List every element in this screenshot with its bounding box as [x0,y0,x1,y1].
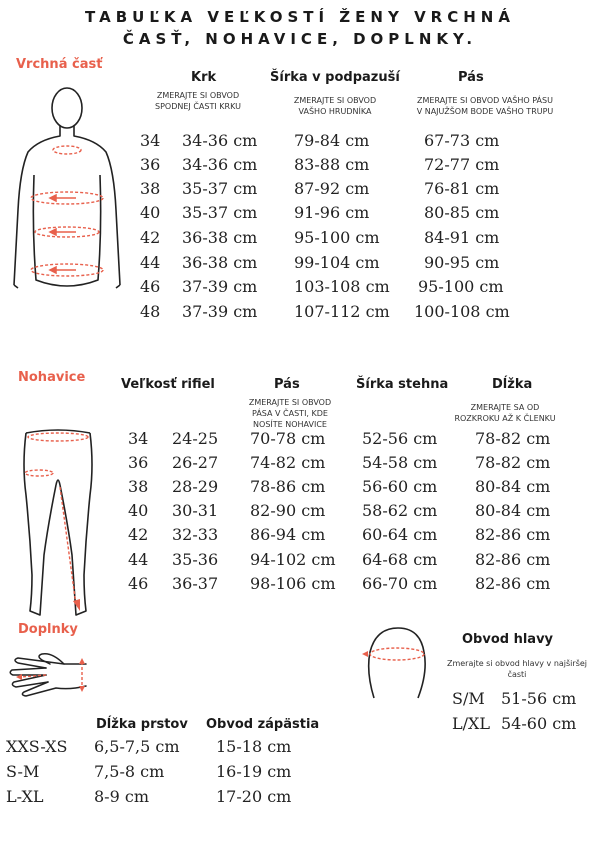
note-head: Zmerajte si obvod hlavy v najširšej časti [446,659,588,679]
header-rifle: Veľkosť rifiel [121,377,215,392]
size-cell: 40 [140,203,161,222]
size-cell: L/XL [452,714,491,733]
table-row [0,131,600,155]
table-row [0,277,600,301]
krk-cell: 36-38 cm [182,228,258,247]
size-cell: L-XL [6,787,44,806]
size-cell: 44 [128,550,149,569]
table-row [0,179,600,203]
rifle-cell: 32-33 [172,525,219,544]
table-row [0,477,600,501]
header-krk: Krk [191,70,217,85]
table-row [0,253,600,277]
table-row [0,689,600,713]
note-pants-pas: ZMERAJTE SI OBVOD PÁSA V ČASTI, KDE NOSÍTE NOHAVICE [248,398,332,429]
size-cell: 34 [140,131,161,150]
pas-cell: 76-81 cm [424,179,500,198]
krk-cell: 34-36 cm [182,155,258,174]
pas-cell: 78-86 cm [250,477,326,496]
pas-cell: 100-108 cm [414,302,510,321]
dlzka-cell: 78-82 cm [475,453,551,472]
sirka-cell: 107-112 cm [294,302,390,321]
krk-cell: 35-37 cm [182,179,258,198]
size-cell: S-M [6,762,40,781]
table-row [0,155,600,179]
size-cell: 38 [128,477,149,496]
table-row [0,501,600,525]
size-cell: XXS-XS [6,737,68,756]
header-head: Obvod hlavy [462,632,554,647]
pas-cell: 70-78 cm [250,429,326,448]
stehno-cell: 66-70 cm [362,574,438,593]
dlzka-cell: 82-86 cm [475,574,551,593]
pas-cell: 98-106 cm [250,574,336,593]
fingers-cell: 7,5-8 cm [94,762,165,781]
header-wrist: Obvod zápästia [206,717,320,732]
size-cell: 48 [140,302,161,321]
pas-cell: 72-77 cm [424,155,500,174]
section-title-pants: Nohavice [18,370,86,385]
dlzka-cell: 82-86 cm [475,525,551,544]
rifle-cell: 30-31 [172,501,219,520]
size-cell: S/M [452,689,485,708]
sirka-cell: 87-92 cm [294,179,370,198]
page-title-line2: ČASŤ, NOHAVICE, DOPLNKY. [122,30,478,48]
sirka-cell: 99-104 cm [294,253,380,272]
header-pas: Pás [458,70,484,85]
krk-cell: 34-36 cm [182,131,258,150]
pas-cell: 80-85 cm [424,203,500,222]
stehno-cell: 60-64 cm [362,525,438,544]
stehno-cell: 56-60 cm [362,477,438,496]
dlzka-cell: 80-84 cm [475,501,551,520]
header-sirka: Šírka v podpazuší [270,70,400,85]
table-row [0,203,600,227]
rifle-cell: 24-25 [172,429,219,448]
size-cell: 40 [128,501,149,520]
sirka-cell: 83-88 cm [294,155,370,174]
wrist-cell: 17-20 cm [216,787,292,806]
size-cell: 36 [140,155,161,174]
header-dlzka: Dĺžka [492,377,533,392]
note-pas: ZMERAJTE SI OBVOD VAŠHO PÁSU V NAJUŽŠOM BODE VAŠHO TRUPU [416,96,554,116]
pas-cell: 67-73 cm [424,131,500,150]
section-title-top: Vrchná časť [16,57,103,72]
pas-cell: 82-90 cm [250,501,326,520]
sirka-cell: 91-96 cm [294,203,370,222]
head-value-cell: 54-60 cm [501,714,577,733]
stehno-cell: 54-58 cm [362,453,438,472]
table-row [0,429,600,453]
header-pants-pas: Pás [274,377,300,392]
pas-cell: 74-82 cm [250,453,326,472]
note-krk: ZMERAJTE SI OBVOD SPODNEJ ČASTI KRKU [155,91,241,111]
table-row [0,574,600,598]
size-cell: 34 [128,429,149,448]
table-row [0,453,600,477]
fingers-cell: 6,5-7,5 cm [94,737,180,756]
rifle-cell: 28-29 [172,477,219,496]
size-cell: 36 [128,453,149,472]
pas-cell: 86-94 cm [250,525,326,544]
size-cell: 42 [128,525,149,544]
header-stehno: Šírka stehna [356,377,449,392]
table-row [0,525,600,549]
dlzka-cell: 78-82 cm [475,429,551,448]
krk-cell: 37-39 cm [182,302,258,321]
table-row [0,787,600,811]
dlzka-cell: 80-84 cm [475,477,551,496]
table-row [0,228,600,252]
size-cell: 46 [140,277,161,296]
sirka-cell: 103-108 cm [294,277,390,296]
note-dlzka: ZMERAJTE SA OD ROZKROKU AŽ K ČLENKU [454,403,556,423]
stehno-cell: 58-62 cm [362,501,438,520]
rifle-cell: 36-37 [172,574,219,593]
stehno-cell: 52-56 cm [362,429,438,448]
wrist-cell: 15-18 cm [216,737,292,756]
section-title-accessories: Doplnky [18,622,78,637]
rifle-cell: 26-27 [172,453,219,472]
table-row [0,737,600,761]
pas-cell: 84-91 cm [424,228,500,247]
page-title-line1: TABUĽKA VEĽKOSTÍ ŽENY VRCHNÁ [85,8,515,26]
stehno-cell: 64-68 cm [362,550,438,569]
pas-cell: 90-95 cm [424,253,500,272]
krk-cell: 37-39 cm [182,277,258,296]
fingers-cell: 8-9 cm [94,787,149,806]
table-row [0,762,600,786]
size-cell: 44 [140,253,161,272]
size-cell: 42 [140,228,161,247]
wrist-cell: 16-19 cm [216,762,292,781]
header-fingers: Dĺžka prstov [96,717,188,732]
pas-cell: 94-102 cm [250,550,336,569]
krk-cell: 35-37 cm [182,203,258,222]
sirka-cell: 79-84 cm [294,131,370,150]
note-sirka: ZMERAJTE SI OBVOD VAŠHO HRUDNÍKA [293,96,377,116]
head-value-cell: 51-56 cm [501,689,577,708]
rifle-cell: 35-36 [172,550,219,569]
table-row [0,550,600,574]
dlzka-cell: 82-86 cm [475,550,551,569]
krk-cell: 36-38 cm [182,253,258,272]
table-row [0,714,600,738]
size-cell: 46 [128,574,149,593]
pas-cell: 95-100 cm [418,277,504,296]
size-cell: 38 [140,179,161,198]
sirka-cell: 95-100 cm [294,228,380,247]
table-row [0,302,600,326]
